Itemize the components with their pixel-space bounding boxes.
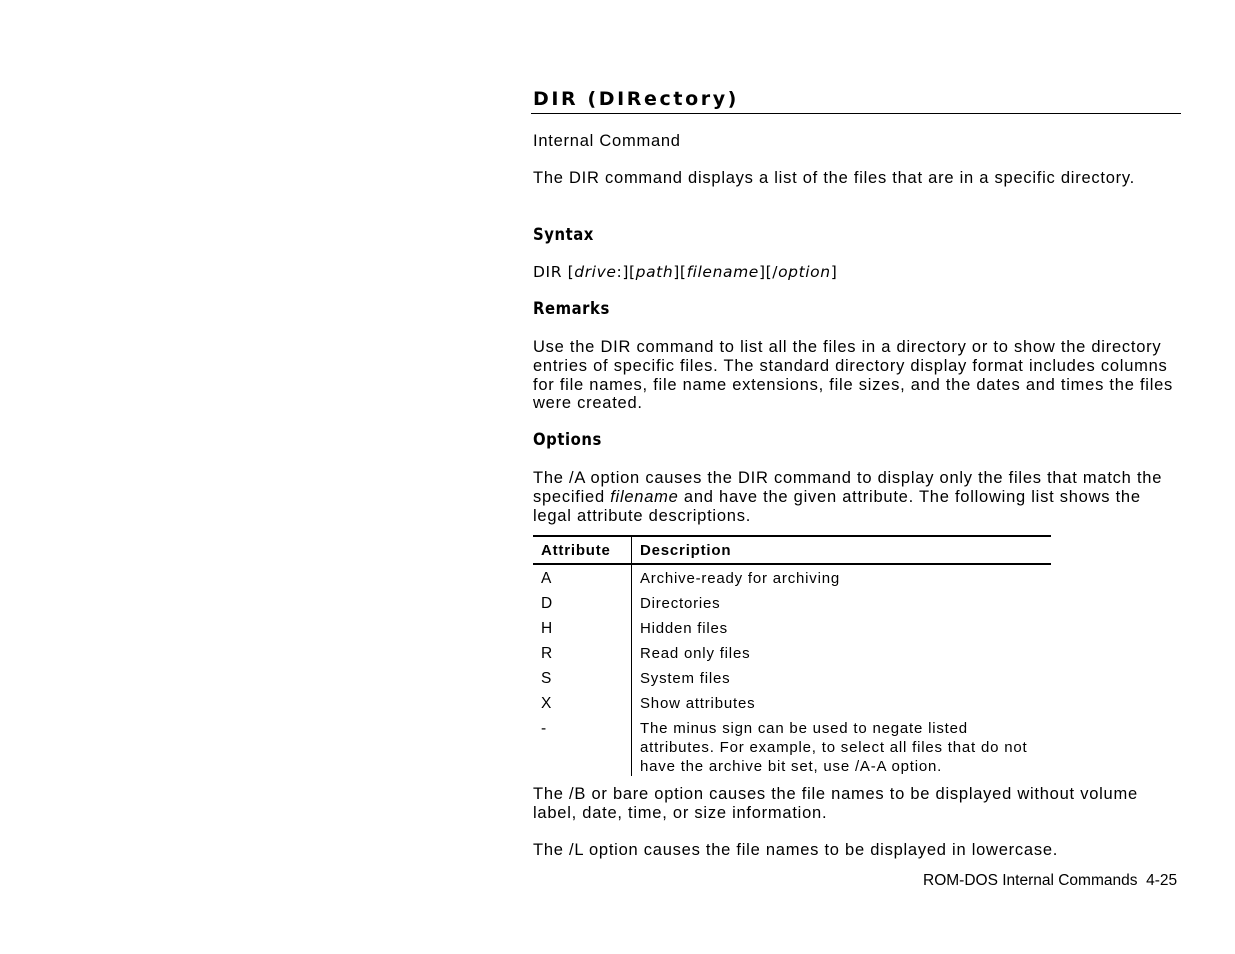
attribute-cell: -: [533, 715, 632, 776]
description-cell: The minus sign can be used to negate listed attributes. For example, to select all files that do not have the archive bit set, use /A-A option.: [640, 720, 1028, 775]
table-row: [533, 640, 1051, 665]
table-row: [533, 590, 1051, 615]
table-header-row: [533, 536, 1051, 564]
syntax-filename: filename: [686, 263, 759, 281]
table-row: [533, 564, 1051, 590]
title-rule: [531, 86, 1181, 114]
description-cell: Read only files: [640, 645, 751, 662]
syntax-option: option: [778, 263, 831, 281]
syntax-bracket: [: [562, 263, 575, 281]
attribute-cell: H: [533, 615, 632, 640]
syntax-bracket: ][: [673, 263, 687, 281]
options-heading: Options: [533, 430, 602, 449]
description-cell: System files: [640, 670, 731, 687]
a-option-text: [533, 469, 1181, 525]
header-description: Description: [632, 536, 1052, 564]
a-option-part: The /A option causes the DIR command to display only the files that match the specified: [533, 469, 1163, 506]
table-row: [533, 665, 1051, 690]
a-option-part: and have the given attribute. The following list shows the legal attribute descriptions.: [533, 487, 1141, 525]
attribute-cell: X: [533, 690, 632, 715]
syntax-drive: drive: [574, 263, 617, 281]
attributes-table: [533, 535, 1051, 776]
command-type: Internal Command: [533, 132, 681, 150]
description-cell: Directories: [640, 595, 721, 612]
attribute-cell: R: [533, 640, 632, 665]
syntax-path: path: [635, 263, 674, 281]
a-option-filename: filename: [610, 487, 679, 506]
b-option-text: The /B or bare option causes the file names to be displayed without volume label, date, time, or size information.: [533, 785, 1138, 822]
table-row: [533, 615, 1051, 640]
attribute-cell: A: [533, 564, 632, 590]
syntax-bracket: :][: [616, 263, 636, 281]
table-row: [533, 715, 1051, 776]
l-option-text: The /L option causes the file names to be displayed in lowercase.: [533, 841, 1059, 859]
attribute-cell: D: [533, 590, 632, 615]
remarks-heading: Remarks: [533, 299, 610, 318]
syntax-command: DIR: [533, 263, 563, 281]
command-description: The DIR command displays a list of the files that are in a specific directory.: [533, 169, 1136, 187]
syntax-heading: Syntax: [533, 225, 594, 244]
attribute-cell: S: [533, 665, 632, 690]
page-title: DIR (DIRectory): [533, 88, 739, 110]
header-attribute: Attribute: [533, 536, 632, 564]
table-row: [533, 690, 1051, 715]
syntax-bracket: ]: [830, 263, 838, 281]
syntax-bracket: ][/: [758, 263, 779, 281]
description-cell: Show attributes: [640, 695, 756, 712]
description-cell: Hidden files: [640, 620, 728, 637]
description-cell: Archive-ready for archiving: [640, 570, 841, 587]
page-footer: ROM-DOS Internal Commands 4-25: [923, 872, 1178, 889]
remarks-text: Use the DIR command to list all the files in a directory or to show the directory entries of specific files. The standard directory display format includes columns for file names, file name extensions, file sizes, and the dates and times the files were created.: [533, 338, 1174, 413]
syntax-line: [533, 263, 837, 281]
